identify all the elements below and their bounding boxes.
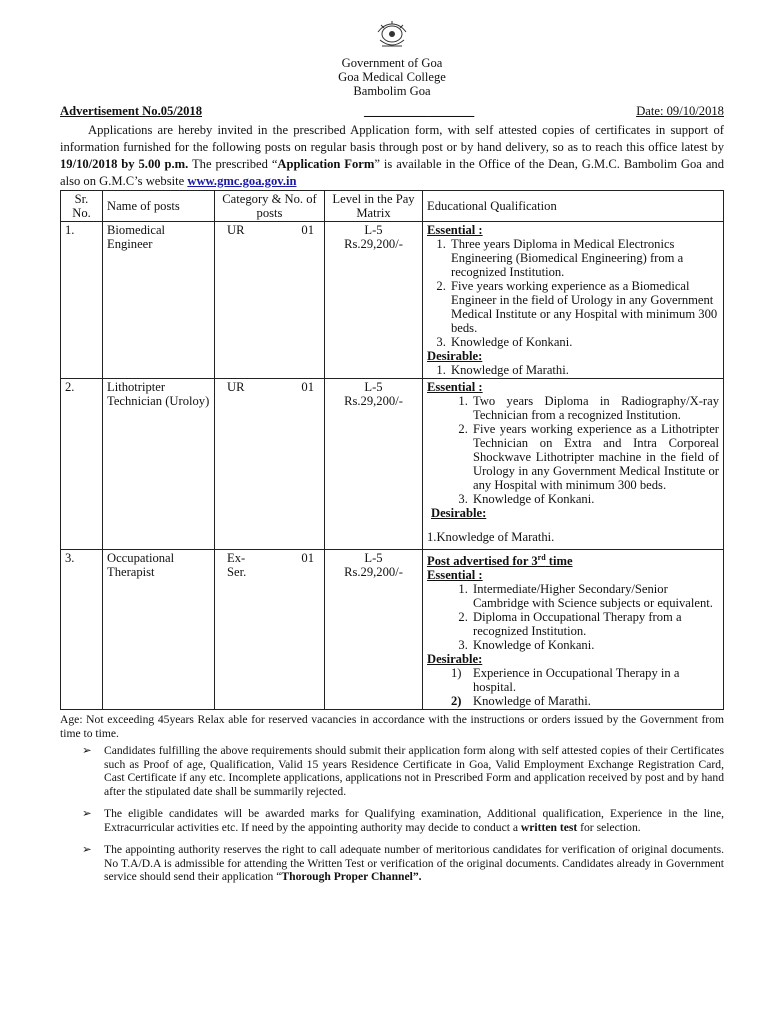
header-category: Category & No. of posts <box>215 191 325 222</box>
deadline: 19/10/2018 by 5.00 p.m. <box>60 157 189 171</box>
category-cell <box>215 550 325 710</box>
table-row <box>61 379 724 550</box>
post-count: 01 <box>301 551 314 565</box>
category-cell <box>215 222 325 379</box>
intro-paragraph <box>60 122 724 190</box>
essential-label: Essential : <box>427 223 483 237</box>
intro-text-3: The prescribed “ <box>188 157 278 171</box>
sr-no: 3. <box>61 550 103 710</box>
advertisement-line <box>60 104 724 119</box>
qualification-item: 1. Intermediate/Higher Secondary/Senior Cambridge with Science subjects or equivalent. <box>471 582 719 610</box>
arrow-bullet-icon: ➢ <box>82 744 92 758</box>
state-emblem-icon <box>372 20 412 54</box>
table-row <box>61 550 724 710</box>
instruction-text: The appointing authority reserves the right to call adequate number of meritorious candidates for verification of original documents. No T.A/D.A is admissible for attending the Written Test or verification of the original documents. Candidates already in Government service should send their application “ <box>104 843 724 884</box>
pay-level-cell <box>325 379 423 550</box>
qualification-item: 3. Knowledge of Konkani. <box>471 638 719 652</box>
sr-no: 1. <box>61 222 103 379</box>
pay-level: L-5 <box>364 380 383 394</box>
post-note-text: Post advertised for 3 <box>427 554 538 569</box>
qualification-item: 1. Two years Diploma in Radiography/X-ray Technician from a recognized Institution. <box>471 394 719 422</box>
instruction-text: Candidates fulfilling the above requirements should submit their application form along with self attested copies of their Certificates such as Proof of age, Qualification, Valid 15 years Residence Certificate in Goa, Valid Employment Exchange Registration Card, Cast Certificate if any etc. Incomplete applications, applications not in Prescribed Form and application received by post and by hand after the stipulated date shall be summarily rejected. <box>104 744 724 798</box>
qualification-item: 1. Three years Diploma in Medical Electronics Engineering (Biomedical Engineering) from a recognized Institution. <box>449 237 719 279</box>
essential-label: Essential : <box>427 380 483 394</box>
age-note: Age: Not exceeding 45years Relax able for reserved vacancies in accordance with the instructions or orders issued by the Government from time to time. <box>60 713 724 740</box>
intro-text-1: Applications are hereby invited in the prescribed Application form <box>88 123 440 137</box>
header-sr-no: Sr. No. <box>61 191 103 222</box>
desirable-num: 1) <box>451 666 462 681</box>
desirable-text: Experience in Occupational Therapy in a hospital. <box>473 666 680 695</box>
header-college: Goa Medical College <box>338 70 446 84</box>
post-name: Biomedical Engineer <box>103 222 215 379</box>
letterhead <box>60 56 724 98</box>
instruction-list <box>60 744 724 884</box>
intro-text-2: , with self attested copies of certificates in support of information furnished for the following posts on regular basis through post or by hand delivery, so as to reach this office latest by <box>60 123 724 154</box>
category: Ex-Ser. <box>227 551 247 579</box>
category-cell <box>215 379 325 550</box>
qualification-item: 3. Knowledge of Konkani. <box>471 492 719 506</box>
pay-amount: Rs.29,200/- <box>344 565 403 579</box>
advertisement-number: Advertisement No.05/2018 <box>60 104 203 118</box>
sr-no: 2. <box>61 379 103 550</box>
header-location: Bambolim Goa <box>353 84 431 98</box>
header-qualification: Educational Qualification <box>423 191 724 222</box>
desirable-label: Desirable: <box>431 506 487 520</box>
arrow-bullet-icon: ➢ <box>82 807 92 821</box>
notes-section <box>60 713 724 884</box>
qualification-cell <box>423 550 724 710</box>
instruction-item <box>60 744 724 798</box>
qualification-item: 3. Knowledge of Konkani. <box>449 335 719 349</box>
document-page <box>60 20 724 893</box>
desirable-label: Desirable: <box>427 349 483 363</box>
essential-label: Essential : <box>427 568 483 583</box>
posts-table <box>60 190 724 710</box>
post-advertised-note <box>427 551 719 568</box>
qualification-item: 2. Five years working experience as a Lithotripter Technician on Extra and Intra Corporeal Shockwave Lithotripter machine in the field of Urology in any Government Medical Institute or any Hospital with minimum 300 beds. <box>471 422 719 492</box>
instruction-item <box>60 807 724 834</box>
desirable-num: 2) <box>451 694 462 709</box>
desirable-label: Desirable: <box>427 652 483 667</box>
website-link[interactable]: www.gmc.goa.gov.in <box>187 174 297 188</box>
desirable-item: 1.Knowledge of Marathi. <box>427 530 555 544</box>
written-test-label: written test <box>520 820 578 834</box>
post-count: 01 <box>301 223 314 237</box>
instruction-text: The eligible candidates will be awarded marks for Qualifying examination, Additional qualification, Experience in the line, Extracurricular activities etc. If need by the appointing authority may decide to conduct a <box>104 807 724 834</box>
intro-text-4: ” is available in the Office of the Dean, G.M.C. Bambolim Goa and also on G.M.C’s website <box>60 157 724 188</box>
table-row <box>61 222 724 379</box>
qualification-item: 2. Diploma in Occupational Therapy from a recognized Institution. <box>471 610 719 638</box>
header-level: Level in the Pay Matrix <box>325 191 423 222</box>
header-government: Government of Goa <box>341 56 443 70</box>
post-name: Lithotripter Technician (Uroloy) <box>103 379 215 550</box>
pay-amount: Rs.29,200/- <box>344 394 403 408</box>
qualification-cell <box>423 222 724 379</box>
qualification-item: 2. Five years working experience as a Biomedical Engineer in the field of Urology in any Government Medical Institute or any Hospital with minimum 300 beds. <box>449 279 719 335</box>
post-name: Occupational Therapist <box>103 550 215 710</box>
instruction-text-end: for selection. <box>577 820 641 834</box>
pay-level-cell <box>325 550 423 710</box>
arrow-bullet-icon: ➢ <box>82 843 92 857</box>
table-header-row <box>61 191 724 222</box>
pay-level: L-5 <box>364 551 383 565</box>
advertisement-date: Date: 09/10/2018 <box>636 104 724 118</box>
post-count: 01 <box>301 380 314 394</box>
post-note-sup: rd <box>537 553 546 562</box>
application-form-label: Application Form <box>277 157 375 171</box>
post-note-end: time <box>545 554 573 569</box>
desirable-item <box>451 694 719 709</box>
blank-line: __________ _______ <box>364 104 475 118</box>
pay-amount: Rs.29,200/- <box>344 237 403 251</box>
desirable-item <box>451 666 719 695</box>
category: UR <box>227 223 245 237</box>
pay-level-cell <box>325 222 423 379</box>
desirable-item: 1. Knowledge of Marathi. <box>449 363 719 377</box>
proper-channel-label: Thorough Proper Channel”. <box>281 870 422 884</box>
pay-level: L-5 <box>364 223 383 237</box>
category: UR <box>227 380 245 394</box>
qualification-cell <box>423 379 724 550</box>
desirable-text: Knowledge of Marathi. <box>473 694 591 709</box>
instruction-item <box>60 843 724 884</box>
header-name-of-posts: Name of posts <box>103 191 215 222</box>
